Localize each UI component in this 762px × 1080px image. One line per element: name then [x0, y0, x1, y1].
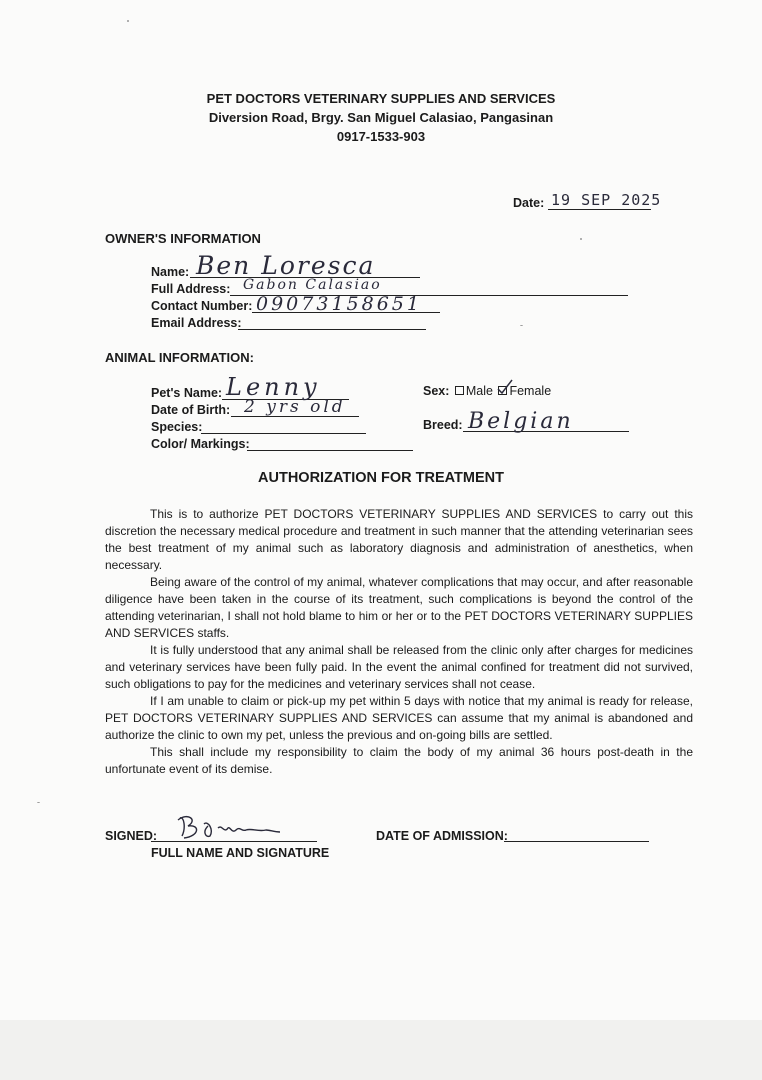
authorization-title: AUTHORIZATION FOR TREATMENT	[258, 470, 504, 486]
owner-contact-field[interactable]: 09073158651	[256, 293, 422, 315]
company-address: Diversion Road, Brgy. San Miguel Calasiao, Pangasinan	[208, 110, 554, 125]
color-markings-label: Color/ Markings:	[151, 437, 250, 451]
scan-speck	[37, 802, 40, 803]
authorization-body	[105, 506, 693, 778]
authorization-paragraph: If I am unable to claim or pick-up my pet within 5 days with notice that my animal is ready for release, PET DOCTORS VETERINARY SUPPLIES AND SERVICES can assume that my animal is abandoned and authorize the clinic to own my pet, unless the previous and on-going bills are settled.	[105, 694, 693, 742]
sex-label: Sex:	[423, 384, 450, 398]
breed-label: Breed:	[423, 418, 463, 432]
owner-address-field[interactable]: Gabon Calasiao	[243, 277, 382, 293]
dob-label: Date of Birth:	[151, 403, 231, 417]
scan-speck	[127, 20, 129, 22]
signed-label: SIGNED:	[105, 829, 158, 843]
date-stamp-value[interactable]: 19 SEP 2025	[551, 191, 662, 209]
male-checkbox[interactable]	[455, 386, 464, 395]
signature-caption: FULL NAME AND SIGNATURE	[151, 846, 330, 860]
color-markings-line	[247, 450, 413, 451]
breed-field[interactable]: Belgian	[468, 409, 574, 434]
date-line	[548, 209, 651, 210]
company-name: PET DOCTORS VETERINARY SUPPLIES AND SERVICES	[206, 91, 556, 106]
authorization-paragraph: Being aware of the control of my animal, whatever complications that may occur, and after reasonable diligence have been taken in the course of its treatment, such complications is beyond the control of the attending veterinarian, I shall not hold blame to him or her or to the PET DOCTORS VETERINARY SUPPLIES AND SERVICES staffs.	[105, 575, 693, 640]
species-label: Species:	[151, 420, 203, 434]
owner-name-field[interactable]: Ben Loresca	[196, 251, 376, 280]
owner-email-label: Email Address:	[151, 316, 242, 330]
company-phone: 0917-1533-903	[336, 129, 426, 144]
sex-row	[423, 384, 551, 398]
female-checkbox[interactable]	[498, 386, 507, 395]
date-label: Date:	[513, 196, 545, 210]
owner-name-label: Name:	[151, 265, 190, 279]
pet-name-field[interactable]: Lenny	[226, 373, 321, 401]
dob-field[interactable]: 2 yrs old	[244, 397, 346, 417]
species-line	[201, 433, 366, 434]
male-option-label: Male	[465, 384, 493, 398]
authorization-paragraph: This is to authorize PET DOCTORS VETERINARY SUPPLIES AND SERVICES to carry out this discretion the necessary medical procedure and treatment in such manner that the attending veterinarian sees the best treatment of my animal such as laboratory diagnosis and administration of anesthetics, when necessary.	[105, 507, 693, 572]
handwritten-signature[interactable]	[170, 810, 290, 846]
authorization-paragraph: It is fully understood that any animal shall be released from the clinic only after charges for medicines and veterinary services have been fully paid. In the event the animal confined for treatment did not survived, such obligations to pay for the medicines and veterinary services shall not cease.	[105, 643, 693, 691]
owner-section-title: OWNER'S INFORMATION	[105, 231, 261, 246]
scan-bottom-margin	[0, 1020, 762, 1080]
scan-speck	[580, 238, 582, 240]
owner-contact-label: Contact Number:	[151, 299, 253, 313]
admission-date-line	[504, 841, 649, 842]
animal-section-title: ANIMAL INFORMATION:	[105, 350, 254, 365]
authorization-paragraph: This shall include my responsibility to claim the body of my animal 36 hours post-death in the unfortunate event of its demise.	[105, 745, 693, 776]
female-option-label: Female	[509, 384, 552, 398]
checkmark-icon	[497, 379, 513, 395]
pet-name-label: Pet's Name:	[151, 386, 223, 400]
admission-date-label: DATE OF ADMISSION:	[376, 829, 508, 843]
scan-speck	[520, 325, 523, 326]
owner-address-label: Full Address:	[151, 282, 231, 296]
owner-email-line	[238, 329, 426, 330]
